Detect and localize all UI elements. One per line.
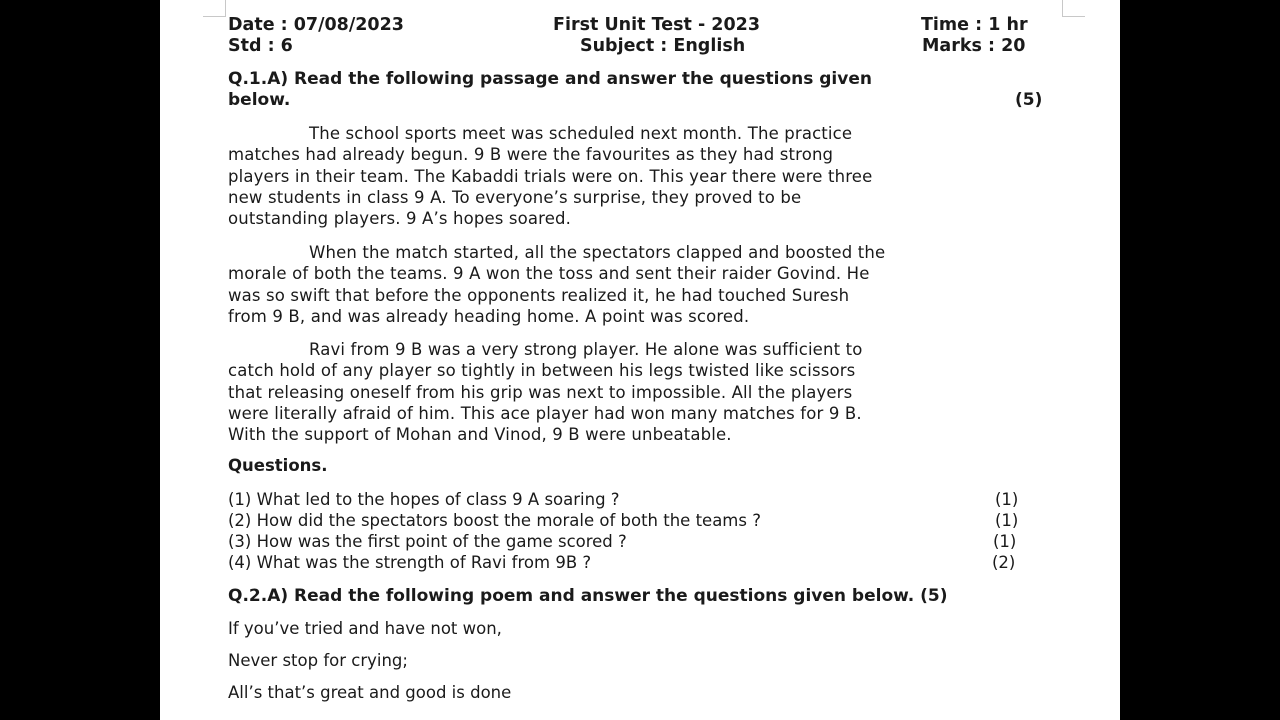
q1-marks: (5) [1015, 90, 1043, 110]
passage-line: outstanding players. 9 A’s hopes soared. [228, 209, 572, 229]
poem-line-1: If you’ve tried and have not won, [228, 619, 502, 638]
question-4-marks: (2) [992, 553, 1016, 572]
question-3-marks: (1) [993, 532, 1017, 551]
crop-mark-top-left [203, 0, 226, 17]
passage-line: catch hold of any player so tightly in between his legs twisted like scissors [228, 361, 856, 381]
passage-line: were literally afraid of him. This ace player had won many matches for 9 B. [228, 403, 862, 423]
question-1: (1) What led to the hopes of class 9 A soaring ? [228, 490, 620, 509]
passage-line: from 9 B, and was already heading home. A point was scored. [228, 306, 750, 326]
passage-line: morale of both the teams. 9 A won the toss and sent their raider Govind. He [228, 264, 870, 284]
passage-line: The school sports meet was scheduled next month. The practice [309, 124, 853, 143]
exam-std: Std : 6 [228, 36, 293, 56]
passage-line: With the support of Mohan and Vinod, 9 B were unbeatable. [228, 425, 732, 445]
questions-label: Questions. [228, 456, 328, 475]
poem-line-3: All’s that’s great and good is done [228, 683, 512, 702]
question-3: (3) How was the first point of the game scored ? [228, 532, 627, 551]
crop-mark-top-right [1062, 0, 1085, 17]
question-2-marks: (1) [995, 511, 1019, 530]
passage-line: that releasing oneself from his grip was next to impossible. All the players [228, 382, 853, 402]
passage-paragraph-3 [228, 339, 1064, 445]
exam-time: Time : 1 hr [921, 15, 1028, 35]
q2-heading: Q.2.A) Read the following poem and answer the questions given below. (5) [228, 586, 948, 606]
passage-line: players in their team. The Kabaddi trials were on. This year there were three [228, 166, 873, 186]
passage-line: was so swift that before the opponents realized it, he had touched Suresh [228, 285, 850, 305]
question-2: (2) How did the spectators boost the morale of both the teams ? [228, 511, 761, 530]
question-4: (4) What was the strength of Ravi from 9B ? [228, 553, 592, 572]
q1-heading-line2: below. [228, 90, 291, 110]
passage-line: When the match started, all the spectators clapped and boosted the [309, 243, 886, 262]
passage-paragraph-1 [228, 123, 1064, 229]
q1-heading-line1: Q.1.A) Read the following passage and answer the questions given [228, 69, 872, 89]
poem-line-2: Never stop for crying; [228, 651, 408, 670]
passage-line: matches had already begun. 9 B were the favourites as they had strong [228, 145, 834, 165]
exam-paper-page [160, 0, 1120, 720]
passage-line: Ravi from 9 B was a very strong player. He alone was sufficient to [309, 340, 863, 359]
exam-subject: Subject : English [580, 36, 746, 56]
passage-paragraph-2 [228, 242, 1064, 327]
exam-marks: Marks : 20 [922, 36, 1026, 56]
question-1-marks: (1) [995, 490, 1019, 509]
exam-title: First Unit Test - 2023 [553, 15, 761, 35]
passage-line: new students in class 9 A. To everyone’s surprise, they proved to be [228, 187, 802, 207]
exam-date: Date : 07/08/2023 [228, 15, 404, 35]
